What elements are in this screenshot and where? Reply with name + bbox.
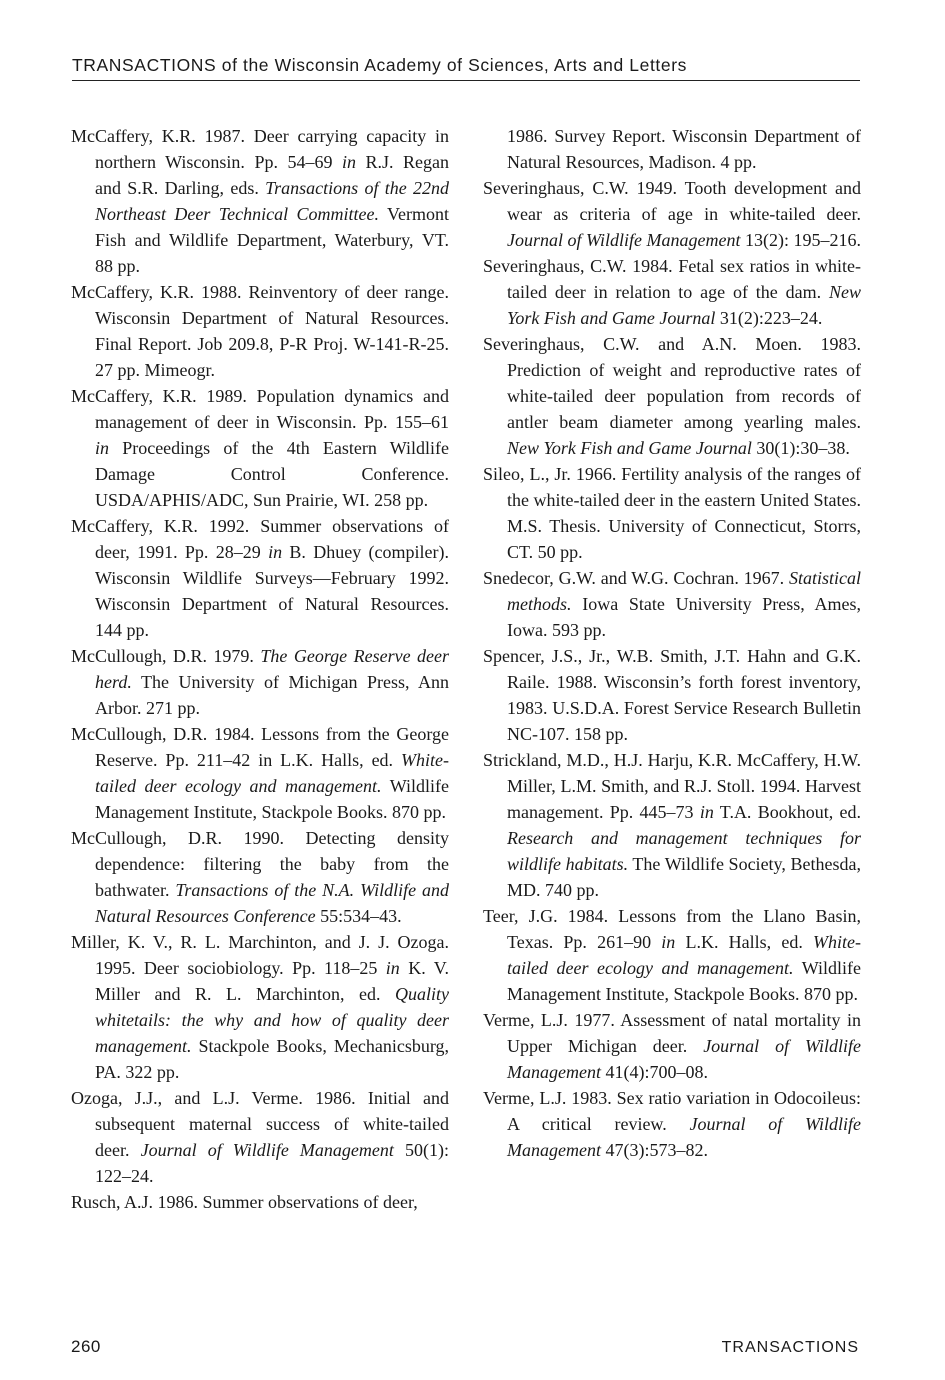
reference-italic-text: Transactions of the 22nd Northeast Deer Technical Committee. [95,178,450,224]
reference-entry [483,461,861,565]
reference-italic-text: White-tailed deer ecology and management. [95,750,449,796]
reference-text: Verme, L.J. 1983. Sex ratio variation in Odocoileus: A critical review. [483,1088,861,1134]
reference-italic-text: Transactions of the N.A. Wildlife and Natural Resources Conference [95,880,449,926]
reference-text: Wildlife Management Institute, Stackpole Books. 870 pp. [95,776,450,822]
reference-text: Iowa State University Press, Ames, Iowa. 593 pp. [507,594,861,640]
reference-italic-text: New York Fish and Game Journal [507,438,752,458]
reference-entry [71,643,449,721]
reference-text: Teer, J.G. 1984. Lessons from the Llano Basin, Texas. Pp. 261–90 [483,906,861,952]
reference-entry [71,929,449,1085]
running-header: TRANSACTIONS of the Wisconsin Academy of Sciences, Arts and Letters [72,55,688,75]
reference-italic-text: Journal of Wildlife Management [507,230,741,250]
header-rule [72,80,860,81]
reference-entry [71,1085,449,1189]
reference-text: Miller, K. V., R. L. Marchinton, and J. J. Ozoga. 1995. Deer sociobiology. Pp. 118–25 [71,932,449,978]
page-number: 260 [71,1337,101,1356]
reference-text: 47(3):573–82. [600,1140,708,1160]
reference-entry [483,253,861,331]
reference-entry [483,1007,861,1085]
reference-italic-text: Journal of Wildlife Management [507,1114,861,1160]
reference-text: Ozoga, J.J., and L.J. Verme. 1986. Initial and subsequent maternal success of white-tailed deer. [71,1088,449,1160]
reference-text: Strickland, M.D., H.J. Harju, K.R. McCaffery, H.W. Miller, L.M. Smith, and R.J. Stoll. 1994. Harvest management. Pp. 445–73 [483,750,861,822]
reference-entry [71,1189,449,1215]
reference-italic-text: in [268,542,283,562]
reference-text: 50(1): 122–24. [95,1140,449,1186]
reference-text: Vermont Fish and Wildlife Department, Waterbury, VT. 88 pp. [95,204,449,276]
reference-italic-text: in [95,438,110,458]
reference-text: Spencer, J.S., Jr., W.B. Smith, J.T. Hahn and G.K. Raile. 1988. Wisconsin’s forth forest inventory, 1983. U.S.D.A. Forest Service Research Bulletin NC-107. 158 pp. [483,646,861,744]
reference-italic-text: in [661,932,676,952]
reference-italic-text: in [341,152,356,172]
reference-entry [483,643,861,747]
reference-text: McCaffery, K.R. 1987. Deer carrying capacity in northern Wisconsin. Pp. 54–69 [71,126,449,172]
reference-text: Rusch, A.J. 1986. Summer observations of deer, [71,1192,418,1212]
reference-text: Snedecor, G.W. and W.G. Cochran. 1967. [483,568,789,588]
reference-text: Wildlife Management Institute, Stackpole Books. 870 pp. [507,958,862,1004]
reference-text: 31(2):223–24. [715,308,823,328]
reference-entry [483,331,861,461]
reference-text: The University of Michigan Press, Ann Arbor. 271 pp. [95,672,449,718]
reference-text: McCaffery, K.R. 1992. Summer observations of deer, 1991. Pp. 28–29 [71,516,449,562]
reference-text: T.A. Bookhout, ed. [713,802,861,822]
reference-entry [483,903,861,1007]
footer-running-title: TRANSACTIONS [721,1339,859,1356]
reference-entry [483,175,861,253]
reference-italic-text: New York Fish and Game Journal [507,282,861,328]
reference-entry [483,747,861,903]
reference-text: L.K. Halls, ed. [675,932,814,952]
reference-italic-text: in [385,958,400,978]
reference-text: Verme, L.J. 1977. Assessment of natal mortality in Upper Michigan deer. [483,1010,861,1056]
reference-italic-text: Journal of Wildlife Management [507,1036,861,1082]
reference-continuation: 1986. Survey Report. Wisconsin Department of Natural Resources, Madison. 4 pp. [507,126,861,172]
reference-text: McCullough, D.R. 1979. [71,646,261,666]
reference-entry [71,123,449,279]
references-right-column [483,123,861,1163]
reference-text: Stackpole Books, Mechanicsburg, PA. 322 pp. [95,1036,449,1082]
reference-text: McCullough, D.R. 1990. Detecting density dependence: filtering the baby from the bathwater. [71,828,449,900]
reference-entry [483,1085,861,1163]
reference-text: Severinghaus, C.W. and A.N. Moen. 1983. Prediction of weight and reproductive rates of white-tailed deer population from records of antler beam diameter among yearling males. [483,334,861,432]
reference-text: B. Dhuey (compiler). Wisconsin Wildlife Surveys—February 1992. Wisconsin Department of Natural Resources. 144 pp. [95,542,450,640]
reference-text: McCaffery, K.R. 1988. Reinventory of deer range. Wisconsin Department of Natural Resources. Final Report. Job 209.8, P-R Proj. W-141-R-25. 27 pp. Mimeogr. [71,282,449,380]
reference-text: McCullough, D.R. 1984. Lessons from the George Reserve. Pp. 211–42 in L.K. Halls, ed. [71,724,449,770]
reference-entry [71,513,449,643]
reference-text: K. V. Miller and R. L. Marchinton, ed. [95,958,449,1004]
reference-italic-text: Journal of Wildlife Management [140,1140,394,1160]
references-left-column [71,123,449,1215]
reference-italic-text: in [699,802,714,822]
reference-text: 55:534–43. [315,906,402,926]
reference-entry [71,279,449,383]
reference-italic-text: Statistical methods. [507,568,861,614]
reference-text: 41(4):700–08. [600,1062,708,1082]
reference-entry [71,383,449,513]
reference-text: 13(2): 195–216. [740,230,861,250]
reference-italic-text: The George Reserve deer herd. [95,646,449,692]
reference-italic-text: White-tailed deer ecology and management. [507,932,862,978]
reference-text: The Wildlife Society, Bethesda, MD. 740 pp. [507,854,861,900]
reference-text: Sileo, L., Jr. 1966. Fertility analysis of the ranges of the white-tailed deer in the eastern United States. M.S. Thesis. University of Connecticut, Storrs, CT. 50 pp. [483,464,861,562]
reference-entry [483,565,861,643]
reference-text: R.J. Regan and S.R. Darling, eds. [95,152,449,198]
reference-italic-text: Research and management techniques for wildlife habitats. [507,828,861,874]
reference-text: Severinghaus, C.W. 1949. Tooth development and wear as criteria of age in white-tailed deer. [483,178,861,224]
reference-text: Severinghaus, C.W. 1984. Fetal sex ratios in white-tailed deer in relation to age of the dam. [483,256,861,302]
reference-italic-text: Quality whitetails: the why and how of quality deer management. [95,984,449,1056]
reference-entry [71,721,449,825]
reference-text: Proceedings of the 4th Eastern Wildlife Damage Control Conference. USDA/APHIS/ADC, Sun Prairie, WI. 258 pp. [95,438,449,510]
reference-text: McCaffery, K.R. 1989. Population dynamics and management of deer in Wisconsin. Pp. 155–61 [71,386,449,432]
reference-text: 30(1):30–38. [751,438,850,458]
reference-entry [71,825,449,929]
